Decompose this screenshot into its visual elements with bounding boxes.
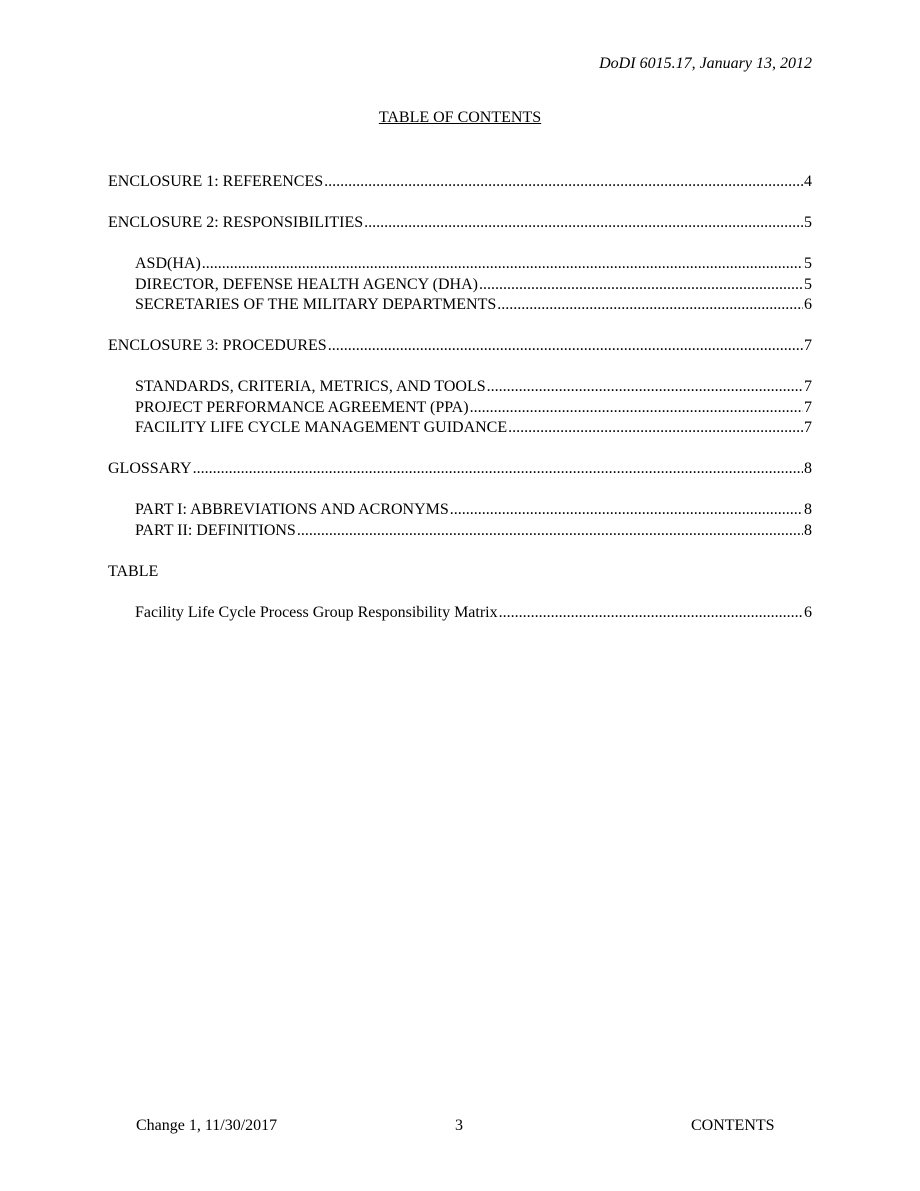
dot-leader bbox=[364, 213, 803, 234]
toc-entry-label: GLOSSARY bbox=[108, 460, 192, 477]
toc-entry-page: 6 bbox=[804, 603, 812, 621]
dot-leader bbox=[324, 172, 803, 193]
toc-entry-label: ENCLOSURE 1: REFERENCES bbox=[108, 173, 324, 190]
toc-entry-page: 8 bbox=[804, 460, 812, 477]
toc-entry-page: 5 bbox=[804, 214, 812, 231]
toc-entry-page: 5 bbox=[804, 275, 812, 293]
dot-leader bbox=[202, 254, 803, 275]
dot-leader bbox=[479, 275, 803, 296]
dot-leader bbox=[470, 398, 803, 419]
toc-entry-enclosure-2[interactable] bbox=[108, 213, 812, 234]
toc-entry-label: ASD(HA) bbox=[135, 255, 201, 272]
toc-entry-page: 8 bbox=[804, 521, 812, 539]
toc-entry-page: 8 bbox=[804, 501, 812, 518]
table-of-contents bbox=[108, 172, 812, 623]
footer-page-number: 3 bbox=[455, 1117, 463, 1134]
toc-entry-label: FACILITY LIFE CYCLE MANAGEMENT GUIDANCE bbox=[135, 419, 508, 436]
dot-leader bbox=[450, 500, 803, 521]
toc-entry-enclosure-1[interactable] bbox=[108, 172, 812, 193]
toc-entry-page: 4 bbox=[804, 173, 812, 190]
dot-leader bbox=[193, 459, 803, 480]
toc-entry-label: PART I: ABBREVIATIONS AND ACRONYMS bbox=[135, 501, 449, 518]
dot-leader bbox=[328, 336, 803, 357]
toc-subentry-facility-guidance[interactable] bbox=[108, 418, 812, 439]
dot-leader bbox=[497, 295, 803, 316]
toc-entry-label: STANDARDS, CRITERIA, METRICS, AND TOOLS bbox=[135, 378, 486, 395]
dot-leader bbox=[297, 521, 803, 542]
toc-entry-page: 5 bbox=[804, 255, 812, 272]
toc-entry-label: SECRETARIES OF THE MILITARY DEPARTMENTS bbox=[135, 296, 497, 313]
toc-subentry-secretaries[interactable] bbox=[108, 295, 812, 316]
footer-section-name: CONTENTS bbox=[691, 1117, 775, 1134]
toc-entry-glossary[interactable] bbox=[108, 459, 812, 480]
toc-heading-table: TABLE bbox=[108, 562, 159, 580]
toc-entry-label: Facility Life Cycle Process Group Responsibility Matrix bbox=[135, 603, 498, 621]
toc-subentry-standards[interactable] bbox=[108, 377, 812, 398]
toc-subentry-ppa[interactable] bbox=[108, 398, 812, 419]
toc-entry-label: ENCLOSURE 3: PROCEDURES bbox=[108, 337, 327, 354]
document-footer bbox=[0, 1117, 920, 1139]
toc-subentry-asd-ha[interactable] bbox=[108, 254, 812, 275]
toc-entry-page: 7 bbox=[804, 398, 812, 416]
toc-entry-label: DIRECTOR, DEFENSE HEALTH AGENCY (DHA) bbox=[135, 275, 478, 293]
toc-entry-page: 6 bbox=[804, 296, 812, 313]
page-title: TABLE OF CONTENTS bbox=[378, 109, 542, 126]
toc-subentry-responsibility-matrix[interactable] bbox=[108, 603, 812, 624]
toc-entry-label: PROJECT PERFORMANCE AGREEMENT (PPA) bbox=[135, 398, 469, 416]
dot-leader bbox=[499, 603, 803, 624]
dot-leader bbox=[487, 377, 803, 398]
toc-entry-label: PART II: DEFINITIONS bbox=[135, 521, 296, 539]
document-header: DoDI 6015.17, January 13, 2012 bbox=[599, 55, 812, 72]
toc-entry-page: 7 bbox=[804, 378, 812, 395]
toc-entry-enclosure-3[interactable] bbox=[108, 336, 812, 357]
toc-subentry-director-dha[interactable] bbox=[108, 275, 812, 296]
dot-leader bbox=[508, 418, 803, 439]
toc-subentry-abbreviations[interactable] bbox=[108, 500, 812, 521]
toc-entry-page: 7 bbox=[804, 419, 812, 436]
toc-entry-page: 7 bbox=[804, 337, 812, 354]
footer-change-date: Change 1, 11/30/2017 bbox=[136, 1117, 278, 1134]
toc-subentry-definitions[interactable] bbox=[108, 521, 812, 542]
toc-entry-label: ENCLOSURE 2: RESPONSIBILITIES bbox=[108, 214, 364, 231]
